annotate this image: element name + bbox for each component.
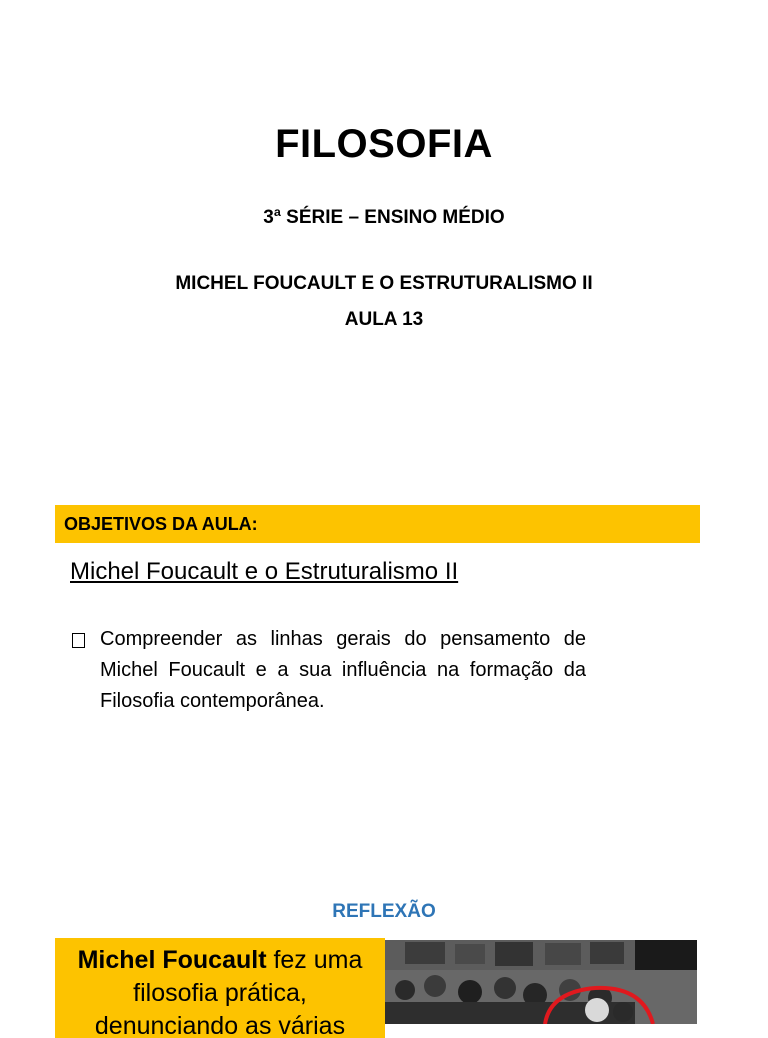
reflection-name: Michel Foucault: [77, 946, 267, 974]
objectives-heading: OBJETIVOS DA AULA:: [64, 513, 258, 534]
objective-item: Compreender as linhas gerais do pensamento de Michel Foucault e a sua influência na formação da Filosofia contemporânea.: [100, 628, 586, 712]
foucault-protest-photo: [385, 940, 697, 1024]
reflection-label: REFLEXÃO: [332, 901, 436, 922]
reflection-text: fez uma filosofia prática, denunciando as várias: [94, 946, 363, 1038]
grade-label: 3ª SÉRIE – ENSINO MÉDIO: [263, 207, 505, 228]
reflection-quote-box: [55, 938, 385, 1038]
page-title: FILOSOFIA: [275, 122, 493, 166]
objectives-subtitle: Michel Foucault e o Estruturalismo II: [70, 558, 459, 585]
lesson-number: AULA 13: [344, 309, 424, 330]
lesson-topic: MICHEL FOUCAULT E O ESTRUTURALISMO II: [175, 273, 593, 294]
bullet-box-icon: [72, 633, 85, 648]
objectives-heading-bar: [55, 505, 700, 543]
